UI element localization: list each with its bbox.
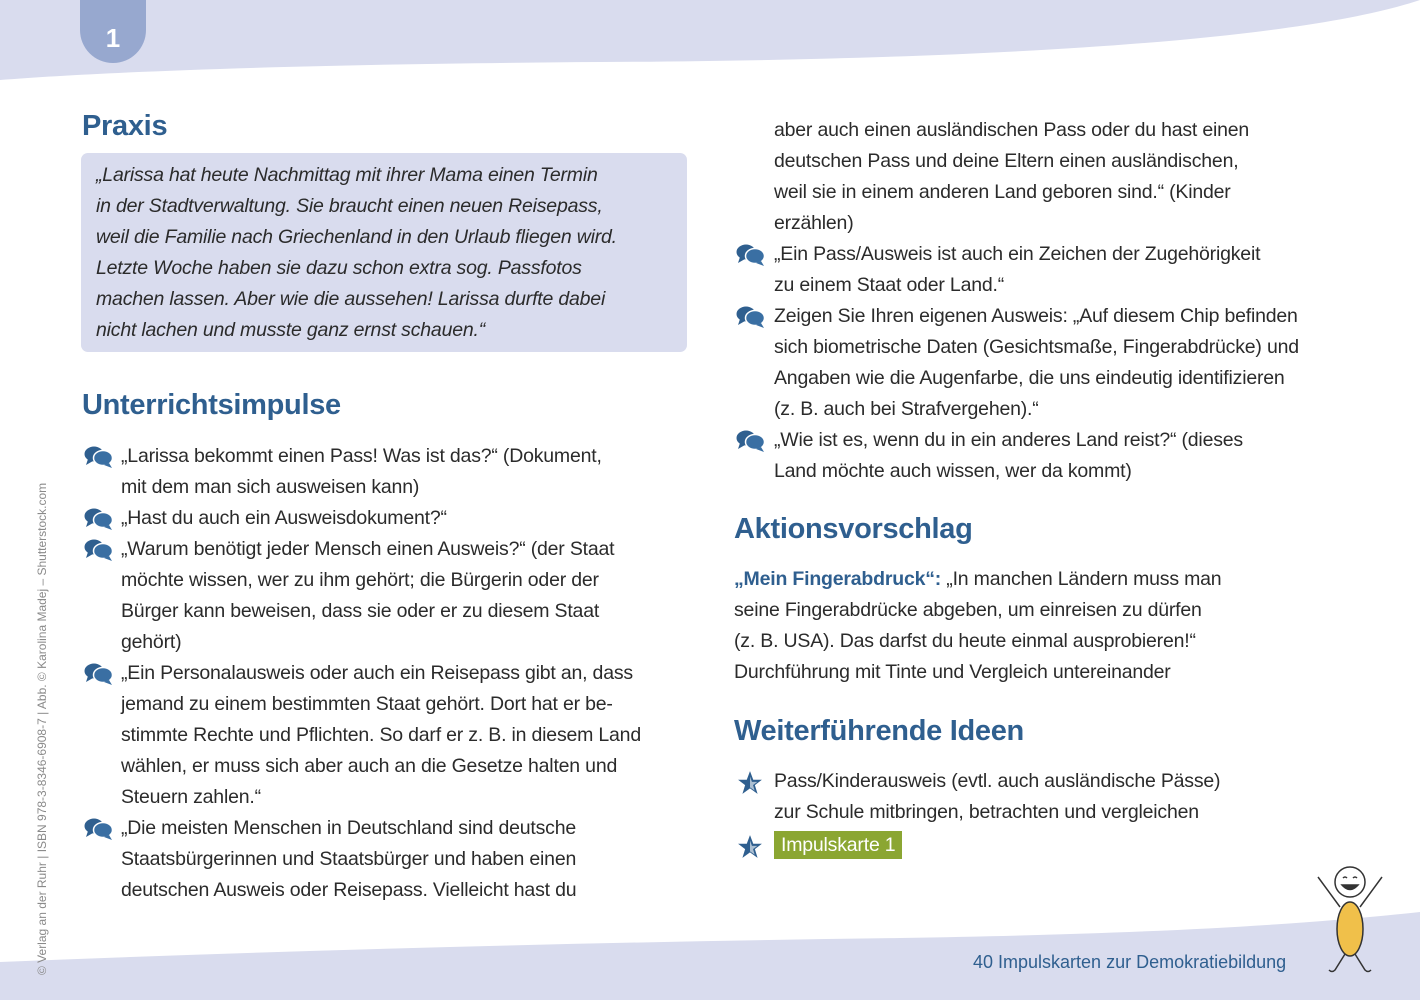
ideen-item — [736, 830, 896, 861]
text-line: „Warum benötigt jeder Mensch einen Ausweis?“ (der Staat — [121, 538, 615, 560]
ideen-line: zur Schule mitbringen, betrachten und vergleichen — [774, 801, 1199, 823]
list-item — [736, 301, 1299, 425]
text-line: Zeigen Sie Ihren eigenen Ausweis: „Auf diesem Chip befinden — [774, 305, 1298, 327]
speech-bubbles-icon — [736, 243, 766, 267]
text-line: Staatsbürgerinnen und Staatsbürger und haben einen — [121, 848, 577, 870]
text-line: mit dem man sich ausweisen kann) — [121, 476, 420, 498]
unterricht-heading: Unterrichtsimpulse — [82, 389, 341, 421]
text-line: „Ein Pass/Ausweis ist auch ein Zeichen der Zugehörigkeit — [774, 243, 1261, 265]
speech-bubbles-icon — [84, 538, 114, 562]
text-line: Angaben wie die Augenfarbe, die uns eindeutig identifizieren — [774, 367, 1285, 389]
unterricht-continuation — [774, 115, 1249, 239]
text-line: gehört) — [121, 631, 182, 653]
text-line: machen lassen. Aber wie die aussehen! Larissa durfte dabei — [96, 288, 606, 310]
text-line: in der Stadtverwaltung. Sie braucht einen neuen Reisepass, — [96, 195, 603, 217]
copyright-credit: © Verlag an der Ruhr | ISBN 978-3-8346-6908-7 | Abb. © Karolina Madej – Shutterstock.com — [35, 482, 49, 975]
text-line: „Die meisten Menschen in Deutschland sind deutsche — [121, 817, 577, 839]
praxis-quote-box — [81, 153, 687, 352]
text-line: „Ein Personalausweis oder auch ein Reisepass gibt an, dass — [121, 662, 633, 684]
aktion-text — [734, 564, 1221, 688]
text-line: (z. B. auch bei Strafvergehen).“ — [774, 398, 1039, 420]
text-line: „Hast du auch ein Ausweisdokument?“ — [121, 507, 447, 529]
text-line: deutschen Pass und deine Eltern einen ausländischen, — [774, 150, 1239, 172]
aktion-line: (z. B. USA). Das darfst du heute einmal ausprobieren!“ — [734, 630, 1196, 652]
text-line: aber auch einen ausländischen Pass oder du hast einen — [774, 119, 1250, 141]
star-icon — [736, 834, 764, 860]
speech-bubbles-icon — [736, 305, 766, 329]
aktion-line: seine Fingerabdrücke abgeben, um einreisen zu dürfen — [734, 599, 1202, 621]
text-line: Steuern zahlen.“ — [121, 786, 261, 808]
praxis-heading: Praxis — [82, 110, 168, 142]
text-line: sich biometrische Daten (Gesichtsmaße, Fingerabdrücke) und — [774, 336, 1299, 358]
footer-title: 40 Impulskarten zur Demokratiebildung — [973, 952, 1287, 972]
list-item — [736, 239, 1261, 301]
ideen-line: Pass/Kinderausweis (evtl. auch ausländische Pässe) — [774, 770, 1221, 792]
text-line: „Larissa hat heute Nachmittag mit ihrer Mama einen Termin — [96, 164, 598, 186]
text-line: weil sie in einem anderen Land geboren sind.“ (Kinder — [774, 181, 1231, 203]
aktion-line: „In manchen Ländern muss man — [941, 568, 1222, 590]
text-line: möchte wissen, wer zu ihm gehört; die Bürgerin oder der — [121, 569, 599, 591]
list-item — [84, 441, 602, 503]
aktion-line: Durchführung mit Tinte und Vergleich untereinander — [734, 661, 1171, 683]
text-line: weil die Familie nach Griechenland in den Urlaub fliegen wird. — [96, 226, 617, 248]
text-line: Land möchte auch wissen, wer da kommt) — [774, 460, 1132, 482]
text-line: wählen, er muss sich aber auch an die Gesetze halten und — [121, 755, 618, 777]
list-item — [84, 503, 447, 534]
list-item — [84, 534, 615, 658]
text-line: Letzte Woche haben sie dazu schon extra sog. Passfotos — [96, 257, 582, 279]
speech-bubbles-icon — [84, 445, 114, 469]
text-line: deutschen Ausweis oder Reisepass. Vielleicht hast du — [121, 879, 577, 901]
speech-bubbles-icon — [84, 817, 114, 841]
text-line: „Wie ist es, wenn du in ein anderes Land reist?“ (dieses — [774, 429, 1243, 451]
stick-figure-illustration — [1310, 862, 1390, 977]
impulskarte-badge[interactable]: Impulskarte 1 — [774, 831, 902, 859]
text-line: „Larissa bekommt einen Pass! Was ist das?“ (Dokument, — [121, 445, 602, 467]
speech-bubbles-icon — [84, 507, 114, 531]
text-line: erzählen) — [774, 212, 854, 234]
text-line: stimmte Rechte und Pflichten. So darf er z. B. in diesem Land — [121, 724, 641, 746]
text-line: Bürger kann beweisen, dass sie oder er zu diesem Staat — [121, 600, 600, 622]
speech-bubbles-icon — [736, 429, 766, 453]
list-item — [84, 658, 641, 813]
aktion-heading: Aktionsvorschlag — [734, 513, 973, 545]
text-line: nicht lachen und musste ganz ernst schauen.“ — [96, 319, 486, 341]
text-line: zu einem Staat oder Land.“ — [774, 274, 1005, 296]
star-icon — [736, 770, 764, 796]
list-item — [736, 425, 1243, 487]
list-item — [84, 813, 577, 906]
praxis-quote — [96, 160, 617, 346]
text-line: jemand zu einem bestimmten Staat gehört. Dort hat er be- — [121, 693, 613, 715]
aktion-label: „Mein Fingerabdruck“: — [734, 568, 942, 590]
ideen-heading: Weiterführende Ideen — [734, 715, 1024, 747]
speech-bubbles-icon — [84, 662, 114, 686]
card-number-tab: 1 — [80, 0, 146, 63]
ideen-item — [736, 766, 1221, 828]
